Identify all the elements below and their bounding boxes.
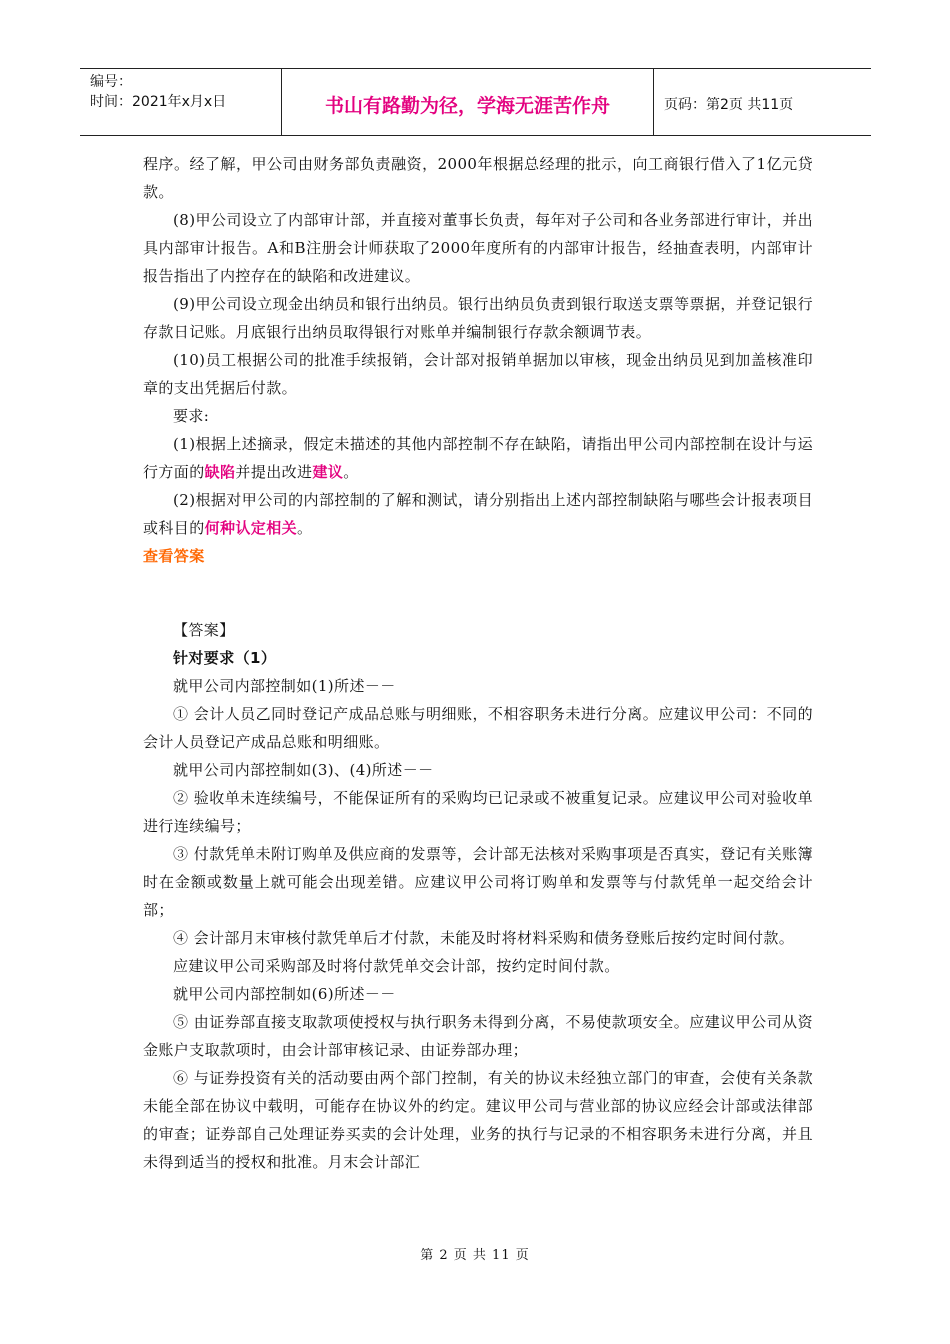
number-label: 编号： bbox=[90, 74, 132, 90]
requirement-text: (2)根据对甲公司的内部控制的了解和测试，请分别指出上述内部控制缺陷与哪些会计报表项目或科目的 bbox=[143, 491, 813, 537]
highlight-assertion: 何种认定相关 bbox=[204, 519, 298, 537]
requirement-text: 。 bbox=[297, 519, 313, 537]
paragraph: (9)甲公司设立现金出纳员和银行出纳员。银行出纳员负责到银行取送支票等票据，并登记银行存款日记账。月底银行出纳员取得银行对账单并编制银行存款余额调节表。 bbox=[143, 295, 813, 341]
answer-section: 就甲公司内部控制如(3)、(4)所述－－ bbox=[173, 761, 434, 779]
answer-section: 就甲公司内部控制如(6)所述－－ bbox=[173, 985, 396, 1003]
answer-item: ⑥ 与证券投资有关的活动要由两个部门控制，有关的协议未经独立部门的审查，会使有关条款未能全部在协议中载明，可能存在协议外的约定。建议甲公司与营业部的协议应经会计部或法律部的审查；证券部自己处理证券买卖的会计处理，业务的执行与记录的不相容职务未进行分离，并且未得到适当的授权和批准。月末会计部汇 bbox=[143, 1069, 813, 1171]
paragraph: (10)员工根据公司的批准手续报销，会计部对报销单据加以审核，现金出纳员见到加盖核准印章的支出凭据后付款。 bbox=[143, 351, 813, 397]
answer-item: ① 会计人员乙同时登记产成品总账与明细账，不相容职务未进行分离。应建议甲公司：不同的会计人员登记产成品总账和明细账。 bbox=[143, 705, 813, 751]
paragraph: 程序。经了解，甲公司由财务部负责融资，2000年根据总经理的批示，向工商银行借入了1亿元贷款。 bbox=[143, 155, 813, 201]
answer-title: 【答案】 bbox=[173, 621, 235, 639]
view-answer-link[interactable] bbox=[143, 542, 813, 570]
header-motto: 书山有路勤为径，学海无涯苦作舟 bbox=[281, 69, 654, 135]
highlight-suggestion: 建议 bbox=[312, 463, 344, 481]
answer-item: 应建议甲公司采购部及时将付款凭单交会计部，按约定时间付款。 bbox=[173, 957, 620, 975]
time-label: 时间：2021年x月x日 bbox=[90, 94, 227, 110]
highlight-defects: 缺陷 bbox=[204, 463, 236, 481]
view-answer-label[interactable]: 查看答案 bbox=[143, 547, 205, 565]
document-body bbox=[143, 150, 813, 1176]
requirement-2 bbox=[143, 486, 813, 542]
header-page-label: 页码：第2页 共11页 bbox=[664, 97, 794, 113]
answer-item: ⑤ 由证券部直接支取款项使授权与执行职务未得到分离，不易使款项安全。应建议甲公司从资金账户支取款项时，由会计部审核记录、由证券部办理； bbox=[143, 1013, 813, 1059]
requirement-text: 。 bbox=[343, 463, 359, 481]
answer-item: ③ 付款凭单未附订购单及供应商的发票等，会计部无法核对采购事项是否真实，登记有关账簿时在金额或数量上就可能会出现差错。应建议甲公司将订购单和发票等与付款凭单一起交给会计部； bbox=[143, 845, 813, 919]
requirement-text: 并提出改进 bbox=[235, 463, 313, 481]
requirement-1 bbox=[143, 430, 813, 486]
page-header bbox=[80, 68, 871, 136]
spacer bbox=[143, 570, 813, 616]
paragraph: (8)甲公司设立了内部审计部，并直接对董事长负责，每年对子公司和各业务部进行审计，并出具内部审计报告。A和B注册会计师获取了2000年度所有的内部审计报告，经抽查表明，内部审计报告指出了内控存在的缺陷和改进建议。 bbox=[143, 211, 813, 285]
header-meta bbox=[80, 69, 281, 135]
page-footer: 第 2 页 共 11 页 bbox=[420, 1248, 530, 1263]
answer-heading: 针对要求（1） bbox=[173, 649, 277, 667]
answer-item: ④ 会计部月末审核付款凭单后才付款，未能及时将材料采购和债务登账后按约定时间付款。 bbox=[173, 929, 795, 947]
requirements-title: 要求: bbox=[173, 407, 210, 425]
requirement-text: (1)根据上述摘录，假定未描述的其他内部控制不存在缺陷，请指出甲公司内部控制在设计与运行方面的 bbox=[143, 435, 813, 481]
answer-section: 就甲公司内部控制如(1)所述－－ bbox=[173, 677, 396, 695]
answer-item: ② 验收单未连续编号，不能保证所有的采购均已记录或不被重复记录。应建议甲公司对验收单进行连续编号； bbox=[143, 789, 813, 835]
